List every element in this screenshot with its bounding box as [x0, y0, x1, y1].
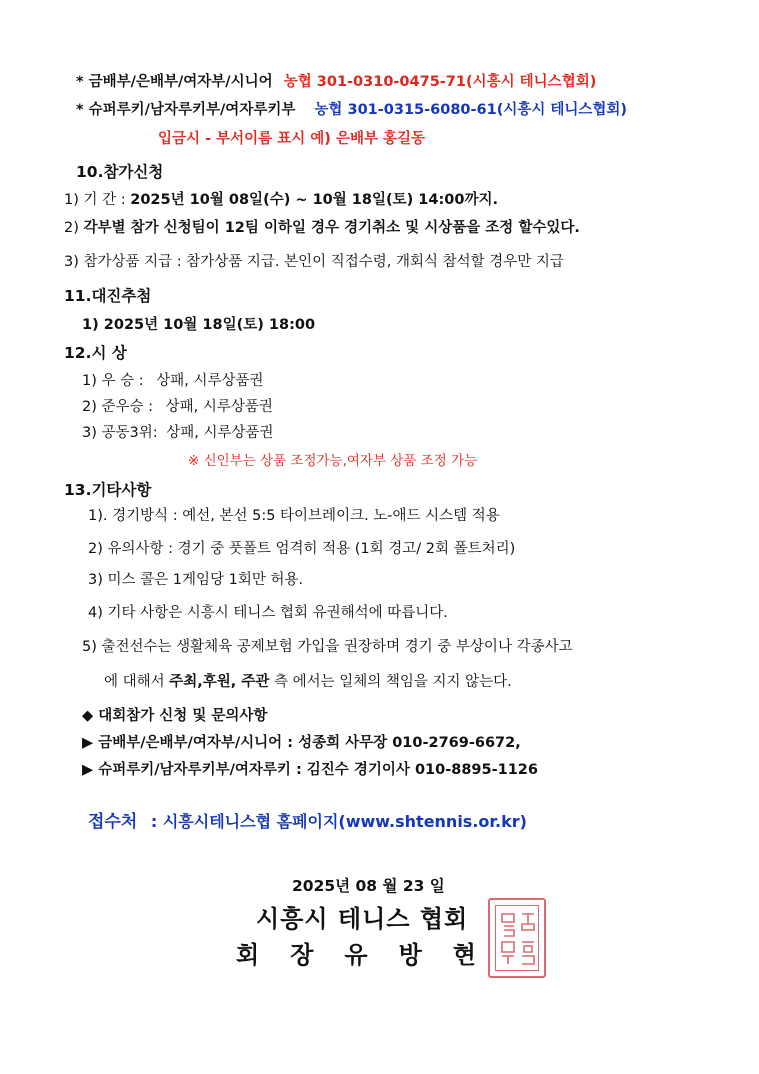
signer-char: 방	[398, 941, 423, 969]
item-text: 참가상품 지급 : 참가상품 지급. 본인이 직접수령, 개회식 참석할 경우만 지급	[83, 254, 564, 270]
item-label: 기 간 :	[83, 192, 126, 208]
item-number: 1)	[64, 192, 79, 208]
reception-line	[88, 812, 527, 832]
section-title-draw: 11.대진추첨	[64, 287, 152, 305]
signer-char: 현	[452, 941, 477, 969]
item-number: 4)	[88, 605, 103, 621]
reception-text: : 시흥시테니스협 홈페이지(www.shtennis.or.kr)	[150, 812, 527, 831]
item-text: 미스 콜은 1게임당 1회만 허용.	[107, 572, 304, 588]
account-groups: 금배부/은배부/여자부/시니어	[88, 74, 273, 90]
organization-name: 시흥시 테니스 협회	[256, 905, 469, 933]
award-rank: 우 승 :	[101, 373, 144, 389]
triangle-bullet-icon: ▶	[82, 762, 94, 778]
award-notice: ※ 신인부는 상품 조정가능,여자부 상품 조정 가능	[188, 453, 478, 469]
signer-name	[236, 940, 477, 970]
registration-period	[64, 190, 498, 210]
award-rank: 준우승 :	[101, 399, 154, 415]
award-row-runnerup	[82, 397, 273, 417]
misc-item-2	[88, 539, 515, 559]
account-prefix: *	[76, 74, 84, 90]
item-number: 3)	[88, 572, 103, 588]
item-value: 2025년 10월 08일(수) ~ 10월 18일(토) 14:00까지.	[130, 192, 498, 208]
document-date: 2025년 08 월 23 일	[292, 877, 445, 895]
item-text: 경기방식 : 예선, 본선 5:5 타이브레이크. 노-애드 시스템 적용	[112, 508, 500, 524]
award-prize: 상패, 시루상품권	[156, 373, 264, 389]
account-prefix: *	[76, 102, 84, 118]
item-text: 유의사항 : 경기 중 풋폴트 엄격히 적용 (1회 경고/ 2회 폴트처리)	[107, 541, 516, 557]
participation-gift	[64, 252, 564, 272]
account-line-1	[76, 72, 596, 92]
triangle-bullet-icon: ▶	[82, 735, 94, 751]
contact-row	[82, 733, 521, 753]
misc-item-3	[88, 570, 303, 590]
award-rank: 공동3위:	[101, 425, 158, 441]
item-number: 3)	[64, 254, 79, 270]
contact-heading	[82, 706, 267, 726]
item-number: 2)	[64, 220, 79, 236]
section-title-awards: 12.시 상	[64, 344, 127, 362]
account-line-2	[76, 100, 627, 120]
item-number: 2)	[82, 399, 97, 415]
deposit-note: 입금시 - 부서이름 표시 예) 은배부 홍길동	[158, 131, 426, 147]
award-prize: 상패, 시루상품권	[166, 425, 274, 441]
misc-item-4	[88, 603, 448, 623]
item-number: 1)	[82, 373, 97, 389]
contact-text: 금배부/은배부/여자부/시니어 : 성종희 사무장 010-2769-6672,	[98, 735, 521, 751]
section-title-misc: 13.기타사항	[64, 481, 152, 499]
signer-char: 회	[236, 941, 261, 969]
item-number: 1).	[88, 508, 108, 524]
contact-heading-text: 대회참가 신청 및 문의사항	[98, 708, 268, 724]
signer-char: 유	[344, 941, 369, 969]
item-number: 2)	[88, 541, 103, 557]
reception-label: 접수처	[88, 812, 138, 832]
item-text: 출전선수는 생활체육 공제보험 가입을 권장하며 경기 중 부상이나 각종사고	[101, 639, 573, 655]
item-text: 기타 사항은 시흥시 테니스 협회 유권해석에 따릅니다.	[107, 605, 448, 621]
item-text: 에 대해서	[104, 674, 170, 690]
item-text-bold: 주최,후원, 주관	[169, 674, 270, 690]
award-row-winner	[82, 371, 264, 391]
signer-char: 장	[290, 941, 315, 969]
misc-item-5-continued	[104, 672, 512, 692]
official-seal-icon	[488, 898, 546, 978]
item-number: 5)	[82, 639, 97, 655]
contact-text: 슈퍼루키/남자루키부/여자루키 : 김진수 경기이사 010-8895-1126	[98, 762, 538, 778]
item-text: 각부별 참가 신청팀이 12팀 이하일 경우 경기취소 및 시상품을 조정 할수있다.	[83, 220, 580, 236]
misc-item-5	[82, 637, 573, 657]
award-prize: 상패, 시루상품권	[165, 399, 273, 415]
registration-condition	[64, 218, 580, 238]
account-groups: 슈퍼루키/남자루키부/여자루키부	[88, 102, 296, 118]
contact-row	[82, 760, 538, 780]
account-number: 농협 301-0310-0475-71(시흥시 테니스협회)	[283, 74, 597, 90]
item-number: 3)	[82, 425, 97, 441]
account-number: 농협 301-0315-6080-61(시흥시 테니스협회)	[314, 102, 628, 118]
item-text: 측 에서는 일체의 책임을 지지 않는다.	[269, 674, 512, 690]
section-title-registration: 10.참가신청	[76, 163, 164, 181]
misc-item-1	[88, 506, 500, 526]
draw-date: 1) 2025년 10월 18일(토) 18:00	[82, 317, 316, 333]
award-row-third	[82, 423, 274, 443]
diamond-bullet-icon: ◆	[82, 708, 94, 724]
